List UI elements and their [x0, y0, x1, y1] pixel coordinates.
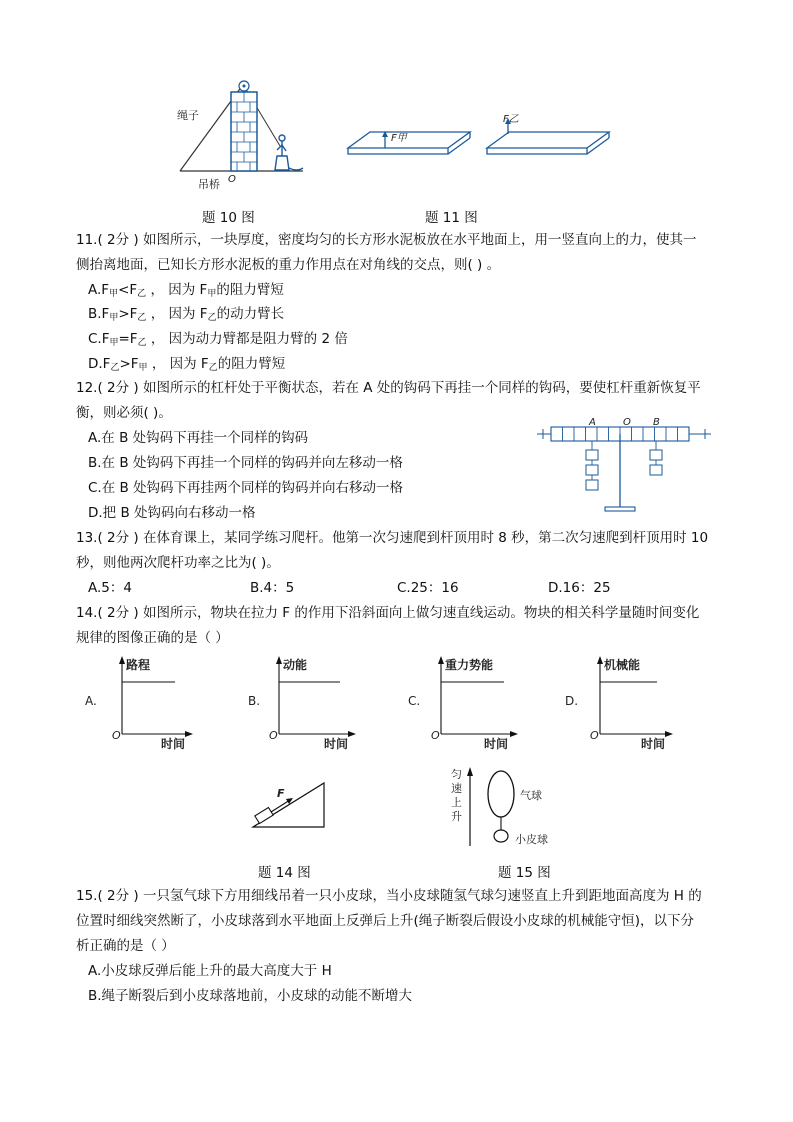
- q12-option-c: C.在 B 处钩码下再挂两个同样的钩码并向右移动一格: [88, 480, 404, 496]
- graph-d-ylabel: 机械能: [604, 658, 641, 672]
- graph-c-xlabel: 时间: [484, 737, 509, 751]
- graph-a-origin: O: [112, 729, 121, 742]
- graph-c-origin: O: [431, 729, 440, 742]
- figure-10-drawbridge: [165, 78, 315, 190]
- q12-option-b: B.在 B 处钩码下再挂一个同样的钩码并向左移动一格: [88, 455, 403, 471]
- q12-stem-line-2: 衡，则必须( )。: [76, 405, 172, 421]
- q13-option-d: D.16：25: [548, 580, 611, 596]
- q11-option-c: $C.F_甲=F_乙$ ， 因为动力臂都是阻力臂的 2 倍: [88, 331, 348, 348]
- graph-d-xlabel: 时间: [641, 737, 666, 751]
- graph-d-letter: D.: [565, 694, 579, 708]
- q11-stem-line-1: 11.( 2分 ) 如图所示，一块厚度，密度均匀的长方形水泥板放在水平地面上，用一竖直向上的力，使其一: [76, 232, 697, 248]
- graph-b: [248, 652, 358, 752]
- q14-stem-line-1: 14.( 2分 ) 如图所示，物块在拉力 F 的作用下沿斜面向上做匀速直线运动。物块的相关科学量随时间变化: [76, 605, 700, 621]
- q15-stem-line-3: 析正确的是（ ）: [76, 938, 175, 954]
- q11-option-a: $A.F_甲<F_乙$ ， 因为 $F_甲$的阻力臂短: [88, 282, 284, 299]
- q11-option-d: $D.F_乙>F_甲$ ， 因为 $F_乙$的阻力臂短: [88, 356, 286, 373]
- figure-15-balloon: [445, 762, 565, 852]
- graph-c: [408, 652, 520, 752]
- rise-label-3: 上: [451, 796, 462, 809]
- lever-label-b: B: [653, 417, 660, 428]
- graph-a-letter: A.: [85, 694, 97, 708]
- ball-label: 小皮球: [515, 833, 548, 846]
- q15-option-a: A.小皮球反弹后能上升的最大高度大于 H: [88, 963, 332, 979]
- graph-a-ylabel: 路程: [126, 658, 151, 672]
- q13-option-a: A.5：4: [88, 580, 132, 596]
- figure-10-caption: 题 10 图: [202, 210, 255, 226]
- graph-a-xlabel: 时间: [161, 737, 186, 751]
- rise-label-1: 匀: [451, 768, 462, 781]
- q13-option-c: C.25：16: [397, 580, 459, 596]
- graph-d-origin: O: [590, 729, 599, 742]
- graph-b-origin: O: [269, 729, 278, 742]
- figure-14-caption: 题 14 图: [258, 865, 311, 881]
- graph-c-ylabel: 重力势能: [445, 658, 494, 672]
- rise-label-4: 升: [451, 810, 462, 823]
- q12-option-d: D.把 B 处钩码向右移动一格: [88, 505, 256, 521]
- graph-b-xlabel: 时间: [324, 737, 349, 751]
- force-a-label: F甲: [391, 133, 407, 144]
- figure-11-slabs: [345, 112, 615, 164]
- q11-stem-line-2: 侧抬离地面，已知长方形水泥板的重力作用点在对角线的交点，则( ) 。: [76, 257, 501, 273]
- rope-label: 绳子: [177, 109, 199, 122]
- q12-option-a: A.在 B 处钩码下再挂一个同样的钩码: [88, 430, 309, 446]
- graph-b-letter: B.: [248, 694, 261, 708]
- rise-label-2: 速: [451, 782, 462, 795]
- bridge-label: 吊桥: [198, 178, 220, 190]
- balloon-label: 气球: [520, 789, 542, 802]
- figure-12-lever: [535, 416, 715, 522]
- q13-stem-line-2: 秒，则他两次爬杆功率之比为( )。: [76, 555, 280, 571]
- graph-d: [565, 652, 675, 752]
- lever-label-o: O: [623, 417, 631, 428]
- pivot-label: O: [228, 174, 236, 185]
- q13-option-b: B.4：5: [250, 580, 295, 596]
- figure-14-incline: [250, 780, 330, 830]
- graph-a: [85, 652, 195, 752]
- figure-15-caption: 题 15 图: [498, 865, 551, 881]
- incline-force-label: F: [277, 787, 285, 800]
- graph-c-letter: C.: [408, 694, 421, 708]
- lever-label-a: A: [589, 417, 596, 428]
- force-b-label: F乙: [503, 114, 519, 125]
- q13-stem-line-1: 13.( 2分 ) 在体育课上，某同学练习爬杆。他第一次匀速爬到杆顶用时 8 秒，第二次匀速爬到杆顶用时 10: [76, 530, 709, 546]
- graph-b-ylabel: 动能: [283, 658, 308, 672]
- figure-11-caption: 题 11 图: [425, 210, 478, 226]
- q15-stem-line-1: 15.( 2分 ) 一只氢气球下方用细线吊着一只小皮球，当小皮球随氢气球匀速竖直上升到距地面高度为 H 的: [76, 888, 702, 904]
- q15-stem-line-2: 位置时细线突然断了，小皮球落到水平地面上反弹后上升(绳子断裂后假设小皮球的机械能守恒)，以下分: [76, 913, 695, 929]
- q12-stem-line-1: 12.( 2分 ) 如图所示的杠杆处于平衡状态，若在 A 处的钩码下再挂一个同样的钩码，要使杠杆重新恢复平: [76, 380, 701, 396]
- q11-option-b: $B.F_甲>F_乙$ ， 因为 $F_乙$的动力臂长: [88, 306, 285, 323]
- q14-stem-line-2: 规律的图像正确的是（ ）: [76, 630, 229, 646]
- q15-option-b: B.绳子断裂后到小皮球落地前，小皮球的动能不断增大: [88, 988, 413, 1004]
